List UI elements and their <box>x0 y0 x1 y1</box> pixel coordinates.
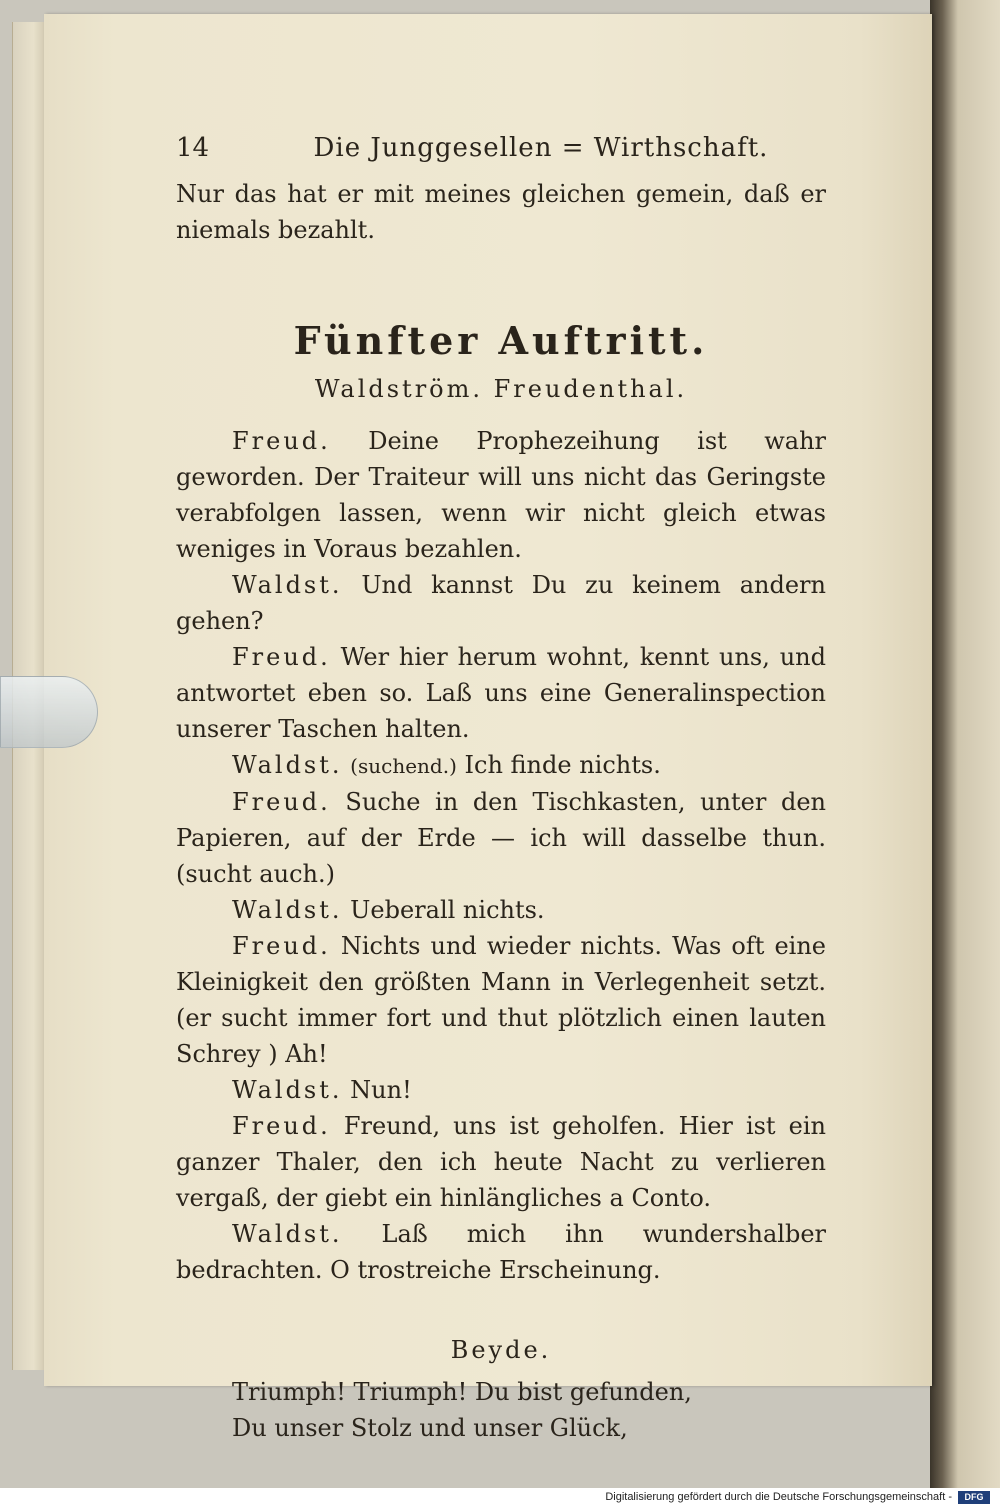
dialogue-line <box>176 1072 826 1108</box>
spoken-text: Ueberall nichts. <box>350 896 545 924</box>
speaker-name: Freud. <box>232 788 331 816</box>
speaker-name: Freud. <box>232 1112 331 1140</box>
digitization-footer <box>0 1488 1000 1508</box>
spoken-text: Suche in den Tischkasten, unter den Papieren, auf der Erde — ich will dasselbe thun. (sucht auch.) <box>176 788 826 888</box>
spoken-text: Wer hier herum wohnt, kennt uns, und antwortet eben so. Laß uns eine Generalinspection unserer Taschen halten. <box>176 643 826 743</box>
page-holder-clip <box>0 676 98 748</box>
running-head <box>176 120 826 176</box>
dialogue-line <box>176 639 826 747</box>
spoken-text: Laß mich ihn wundershalber bedrachten. O trostreiche Erscheinung. <box>176 1220 826 1284</box>
dfg-logo: DFG <box>958 1491 990 1504</box>
dialogue-line <box>176 423 826 567</box>
dialogue-line <box>176 1108 826 1216</box>
running-title: Die Junggesellen = Wirthschaft. <box>313 133 769 163</box>
footer-credit: Digitalisierung gefördert durch die Deutsche Forschungsgemeinschaft - <box>605 1491 952 1503</box>
dialogue-line <box>176 892 826 928</box>
speaker-name: Waldst. <box>232 1076 343 1104</box>
dialogue-line <box>176 928 826 1072</box>
speaker-name: Waldst. <box>232 896 343 924</box>
dialogue-line <box>176 747 826 784</box>
speaker-name: Freud. <box>232 932 331 960</box>
chorus-speaker: Beyde. <box>450 1336 552 1364</box>
verse-line: Du unser Stolz und unser Glück, <box>232 1414 628 1442</box>
speaker-name: Freud. <box>232 643 331 671</box>
scene-heading: Fünfter Auftritt. <box>293 318 709 363</box>
dialogue-line <box>176 784 826 892</box>
spoken-text: Nichts und wieder nichts. Was oft eine Kleinigkeit den größten Mann in Verlegenheit setzt. (er sucht immer fort und thut plötzlich einen lauten Schrey ) Ah! <box>176 932 826 1068</box>
spoken-text: Deine Prophezeihung ist wahr geworden. Der Traiteur will uns nicht das Geringste verabfolgen lassen, wenn wir nicht gleich etwas weniges in Voraus bezahlen. <box>176 427 826 563</box>
speaker-name: Freud. <box>232 427 331 455</box>
page-text <box>176 120 826 1446</box>
speaker-name: Waldst. <box>232 571 343 599</box>
verse-line: Triumph! Triumph! Du bist gefunden, <box>232 1378 692 1406</box>
speaker-name: Waldst. <box>232 1220 343 1248</box>
book-gutter <box>930 0 1000 1488</box>
spoken-text: Und kannst Du zu keinem andern gehen? <box>176 571 826 635</box>
intro-paragraph: Nur das hat er mit meines gleichen gemein, daß er niemals bezahlt. <box>176 180 826 244</box>
speaker-name: Waldst. <box>232 751 343 779</box>
scene-characters: Waldström. Freudenthal. <box>314 375 688 403</box>
spoken-text: Nun! <box>350 1076 412 1104</box>
dialogue-line <box>176 567 826 639</box>
dialogue-line <box>176 1216 826 1288</box>
page-number: 14 <box>176 133 210 163</box>
spoken-text: Freund, uns ist geholfen. Hier ist ein ganzer Thaler, den ich heute Nacht zu verlieren vergaß, der giebt ein hinlängliches a Conto. <box>176 1112 826 1212</box>
stage-direction: (suchend.) <box>350 754 457 778</box>
spoken-text: Ich finde nichts. <box>464 751 661 779</box>
